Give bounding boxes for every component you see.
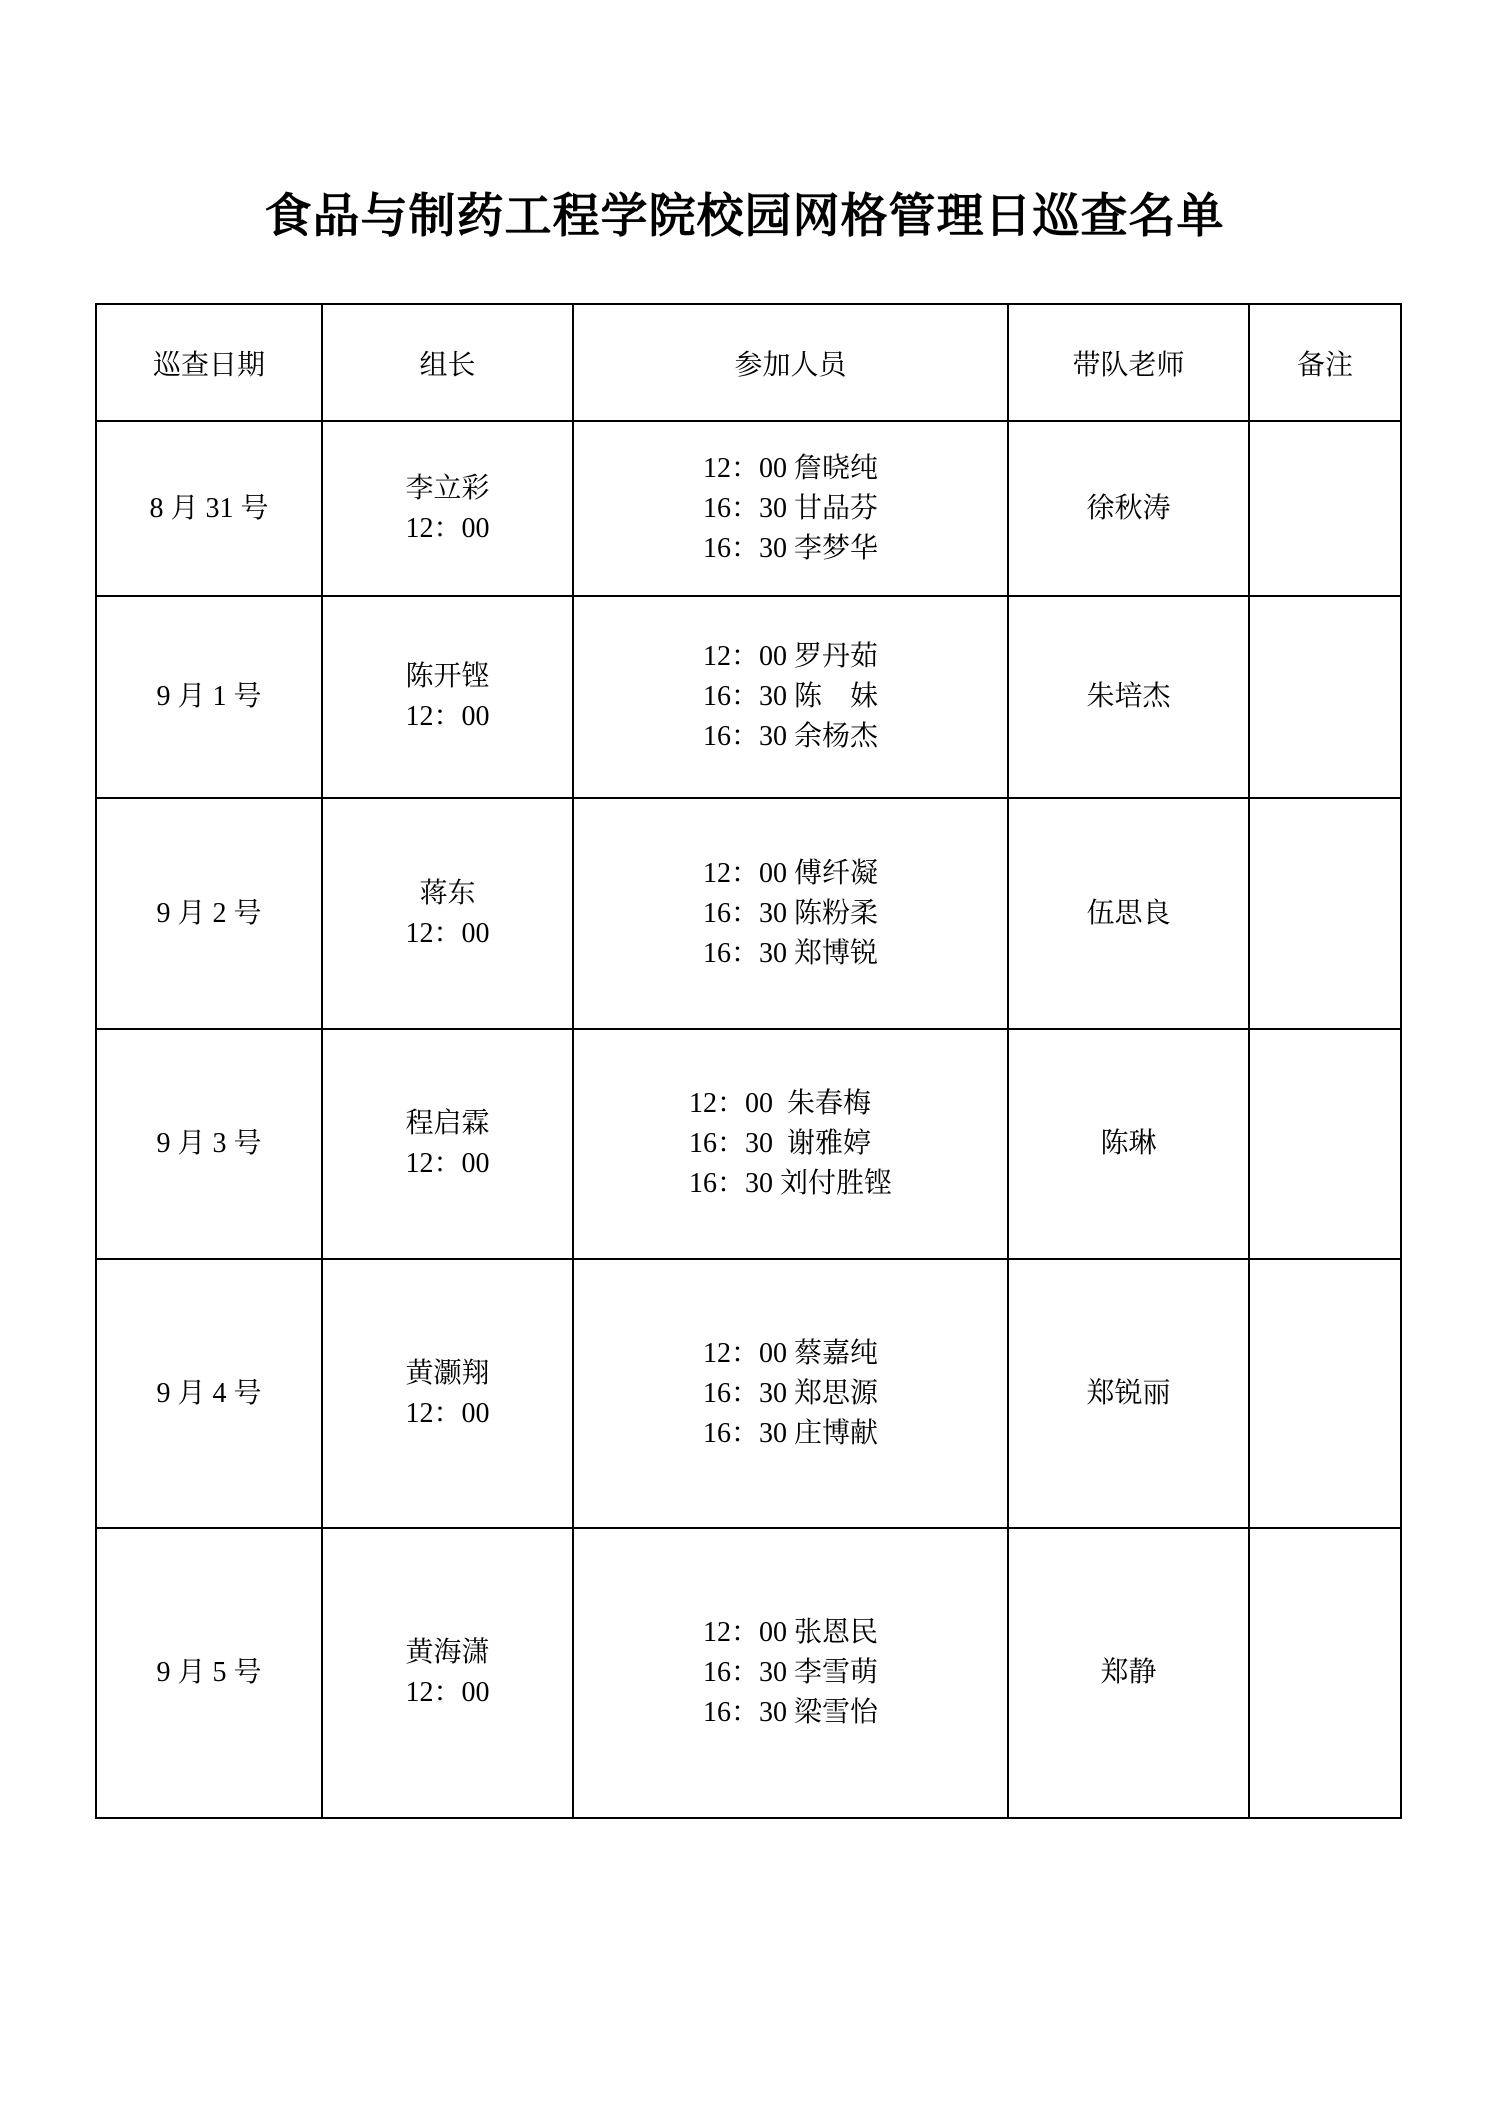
leader-cell — [322, 596, 573, 798]
remark-cell — [1249, 1029, 1401, 1259]
leader-name: 黄海潇 — [405, 1637, 490, 1668]
leader-time: 12：00 — [405, 917, 490, 949]
participant-line: 16：30 陈 妹 — [702, 681, 878, 712]
participants-cell — [573, 421, 1008, 596]
date-cell — [96, 798, 322, 1029]
inspection-table — [95, 303, 1402, 1819]
participants-block — [703, 449, 878, 569]
leader-name: 黄灏翔 — [405, 1357, 490, 1389]
participants-block — [689, 1084, 892, 1204]
leader-time: 12：00 — [405, 1677, 490, 1708]
participants-cell — [573, 1528, 1008, 1818]
header-leader: 组长 — [322, 304, 573, 421]
date-cell — [96, 1528, 322, 1818]
remark-cell — [1249, 1528, 1401, 1818]
participant-line: 16：30 李雪萌 — [702, 1657, 878, 1688]
date-text: 9 月 3 号 — [156, 1128, 262, 1159]
page-title: 食品与制药工程学院校园网格管理日巡查名单 — [264, 189, 1225, 242]
participant-line: 16：30 庄博献 — [702, 1417, 878, 1449]
participant-line: 12：00 罗丹茹 — [702, 641, 878, 672]
participants-cell — [573, 1259, 1008, 1528]
leader-time: 12：00 — [405, 512, 490, 544]
participant-line: 16：30 郑思源 — [702, 1377, 878, 1409]
participant-line: 16：30 刘付胜铿 — [688, 1168, 892, 1199]
teacher-name: 郑静 — [1100, 1657, 1157, 1688]
teacher-cell — [1008, 1029, 1249, 1259]
teacher-cell — [1008, 798, 1249, 1029]
participant-line: 12：00 蔡嘉纯 — [702, 1337, 878, 1369]
leader-time: 12：00 — [405, 701, 490, 732]
date-text: 9 月 5 号 — [156, 1657, 262, 1688]
table-row — [96, 596, 1401, 798]
date-cell — [96, 1029, 322, 1259]
teacher-cell — [1008, 1528, 1249, 1818]
participant-line: 16：30 谢雅婷 — [688, 1128, 871, 1159]
table-row — [96, 1259, 1401, 1528]
participant-line: 12：00 詹晓纯 — [702, 452, 878, 484]
leader-name: 蒋东 — [419, 877, 476, 909]
participant-line: 16：30 郑博锐 — [702, 937, 878, 969]
table-row — [96, 1528, 1401, 1818]
remark-cell — [1249, 596, 1401, 798]
participant-line: 16：30 梁雪怡 — [702, 1697, 878, 1728]
leader-time: 12：00 — [405, 1148, 490, 1179]
participants-block — [703, 637, 878, 757]
table-row — [96, 421, 1401, 596]
teacher-name: 徐秋涛 — [1086, 492, 1171, 524]
leader-name: 陈开铿 — [405, 661, 490, 692]
header-participants: 参加人员 — [573, 304, 1008, 421]
table-row — [96, 1029, 1401, 1259]
leader-time: 12：00 — [405, 1397, 490, 1429]
participant-line: 16：30 陈粉柔 — [702, 897, 878, 929]
participants-block — [703, 854, 878, 974]
leader-cell — [322, 1029, 573, 1259]
participant-line: 12：00 张恩民 — [702, 1617, 878, 1648]
leader-cell — [322, 1259, 573, 1528]
date-cell — [96, 421, 322, 596]
participant-line: 12：00 傅纤凝 — [702, 857, 878, 889]
participants-block — [703, 1613, 878, 1733]
participant-line: 12：00 朱春梅 — [688, 1088, 871, 1119]
participant-line: 16：30 李梦华 — [702, 532, 878, 564]
teacher-cell — [1008, 596, 1249, 798]
participants-block — [703, 1334, 878, 1454]
date-text: 9 月 1 号 — [156, 681, 262, 712]
leader-name: 李立彩 — [405, 472, 490, 504]
remark-cell — [1249, 1259, 1401, 1528]
participant-line: 16：30 余杨杰 — [702, 721, 878, 752]
teacher-name: 郑锐丽 — [1086, 1377, 1171, 1409]
remark-cell — [1249, 798, 1401, 1029]
remark-cell — [1249, 421, 1401, 596]
header-teacher: 带队老师 — [1008, 304, 1249, 421]
table-row — [96, 798, 1401, 1029]
leader-name: 程启霖 — [405, 1108, 490, 1139]
date-text: 9 月 4 号 — [156, 1377, 262, 1409]
participants-cell — [573, 1029, 1008, 1259]
participant-line: 16：30 甘品芬 — [702, 492, 878, 524]
participants-cell — [573, 596, 1008, 798]
header-row — [96, 304, 1401, 421]
teacher-cell — [1008, 421, 1249, 596]
date-text: 9 月 2 号 — [156, 897, 262, 929]
date-cell — [96, 596, 322, 798]
teacher-name: 陈琳 — [1100, 1128, 1157, 1159]
header-date: 巡查日期 — [96, 304, 322, 421]
leader-cell — [322, 421, 573, 596]
date-text: 8 月 31 号 — [149, 492, 269, 524]
participants-cell — [573, 798, 1008, 1029]
teacher-cell — [1008, 1259, 1249, 1528]
leader-cell — [322, 798, 573, 1029]
teacher-name: 朱培杰 — [1086, 681, 1171, 712]
teacher-name: 伍思良 — [1086, 897, 1171, 929]
date-cell — [96, 1259, 322, 1528]
leader-cell — [322, 1528, 573, 1818]
header-remark: 备注 — [1249, 304, 1401, 421]
